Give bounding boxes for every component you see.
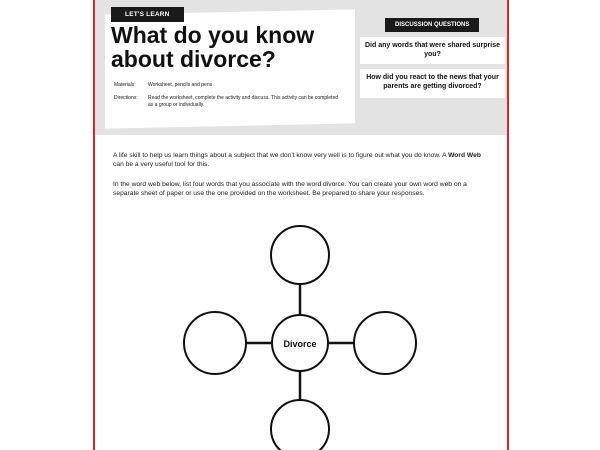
- intro-text-start: A life skill to help us learn things about a subject that we don't know very well is to figure out what you do know. A: [113, 152, 449, 159]
- directions-label: Directions:: [114, 95, 138, 101]
- lets-learn-tag: LET'S LEARN: [111, 7, 184, 22]
- page-title: What do you know about divorce?: [111, 22, 315, 72]
- word-web-diagram: [95, 0, 511, 450]
- word-web-term: Word Web: [448, 152, 481, 159]
- web-center-label: Divorce: [283, 339, 317, 349]
- instructions-paragraph: In the word web below, list four words that you associate with the word divorce. You can create your own word web on a separate sheet of paper or use the one provided on the worksheet. Be prepared to share your responses.: [113, 181, 467, 197]
- web-circle-top[interactable]: [271, 226, 329, 284]
- materials-value: Worksheet, pencils and pens: [148, 82, 213, 88]
- worksheet-page: [93, 0, 509, 450]
- discussion-question-1: Did any words that were shared surprise you?: [360, 37, 505, 64]
- web-circle-bottom[interactable]: [271, 400, 329, 450]
- discussion-questions-tag: DISCUSSION QUESTIONS: [385, 18, 479, 32]
- intro-text-end: can be a very useful tool for this.: [113, 161, 210, 168]
- web-circle-right[interactable]: [354, 312, 416, 374]
- directions-value: Read the worksheet, complete the activity and discuss. This activity can be completed as a group or individually.: [148, 95, 339, 108]
- web-circle-left[interactable]: [184, 312, 246, 374]
- discussion-question-2: How did you react to the news that your parents are getting divorced?: [360, 69, 505, 98]
- materials-label: Materials:: [114, 82, 136, 88]
